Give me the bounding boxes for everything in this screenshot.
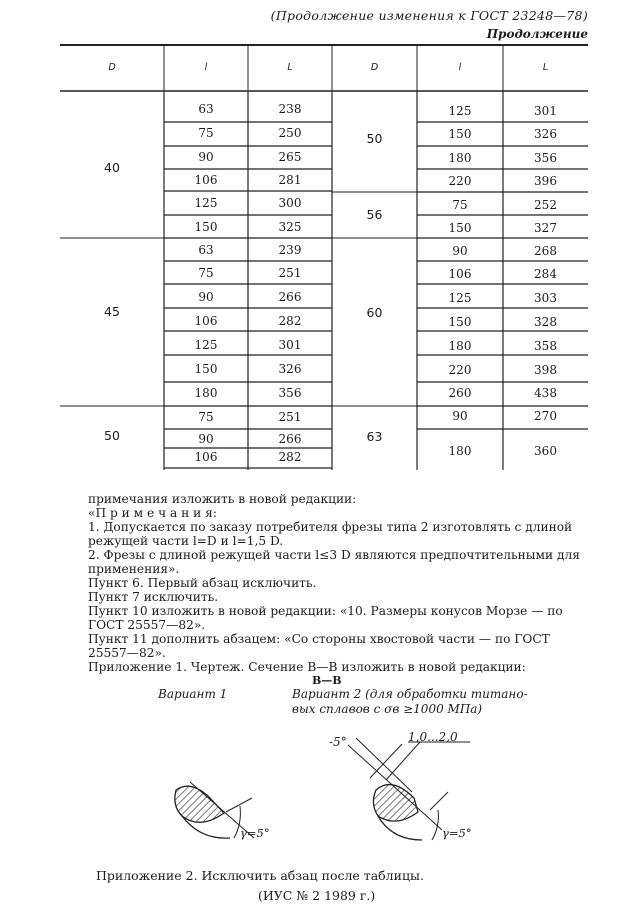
header-l-right: l xyxy=(458,62,462,73)
cell-big-l: 300 xyxy=(278,196,302,210)
dimensions-table xyxy=(60,44,588,470)
cell-l: 150 xyxy=(448,221,472,235)
cell-big-l: 250 xyxy=(278,126,302,140)
text-line: 2. Фрезы с длиной режущей части l≤3 D являются предпочтительными для xyxy=(88,548,580,562)
cell-l: 150 xyxy=(448,315,472,329)
group-d-50-right: 50 xyxy=(366,131,383,146)
cell-l: 90 xyxy=(452,409,468,423)
text-line: Пункт 7 исключить. xyxy=(88,590,219,604)
continuation-header: (Продолжение изменения к ГОСТ 23248—78) xyxy=(270,8,588,23)
cell-l: 106 xyxy=(194,314,218,328)
continued-label: Продолжение xyxy=(486,27,588,41)
text-line: Пункт 11 дополнить абзацем: «Со стороны хвостовой части — по ГОСТ xyxy=(88,632,550,646)
cell-big-l: 282 xyxy=(278,450,302,464)
cell-l: 125 xyxy=(194,196,218,210)
variant-2-section-icon xyxy=(348,738,470,840)
variant-2-label-line1: Вариант 2 (для обработки титано- xyxy=(292,687,528,701)
text-line: Пункт 10 изложить в новой редакции: «10. Размеры конусов Морзе — по xyxy=(88,604,563,618)
issue-reference: (ИУС № 2 1989 г.) xyxy=(258,888,376,903)
header-big-l-right: L xyxy=(542,62,549,73)
dimension-label: 1,0...2,0 xyxy=(408,730,458,744)
cell-l: 220 xyxy=(448,174,472,188)
cell-big-l: 301 xyxy=(278,338,302,352)
cell-l: 90 xyxy=(198,432,214,446)
cell-big-l: 396 xyxy=(534,174,557,188)
cell-l: 90 xyxy=(198,150,214,164)
cell-big-l: 360 xyxy=(534,444,557,458)
variant-2-label-line2: вых сплавов с σв ≥1000 МПа) xyxy=(292,702,483,716)
angle-label-variant-2: γ=5° xyxy=(442,826,472,840)
text-line: Пункт 6. Первый абзац исключить. xyxy=(88,576,317,590)
cell-big-l: 282 xyxy=(278,314,302,328)
cell-big-l: 284 xyxy=(534,267,557,281)
cell-l: 75 xyxy=(198,126,214,140)
cell-big-l: 398 xyxy=(534,363,557,377)
cell-l: 106 xyxy=(448,267,472,281)
cell-big-l: 328 xyxy=(534,315,557,329)
angle-label-variant-1: γ=5° xyxy=(240,826,270,840)
cell-big-l: 358 xyxy=(534,339,557,353)
cell-big-l: 356 xyxy=(534,151,557,165)
text-line: режущей части l=D и l=1,5 D. xyxy=(88,534,284,548)
cell-big-l: 251 xyxy=(278,266,302,280)
cell-l: 220 xyxy=(448,363,472,377)
cell-big-l: 327 xyxy=(534,221,557,235)
cell-l: 125 xyxy=(448,104,472,118)
cell-big-l: 438 xyxy=(534,386,557,400)
cell-l: 125 xyxy=(448,291,472,305)
cell-l: 75 xyxy=(198,410,214,424)
cell-l: 106 xyxy=(194,173,218,187)
cell-l: 125 xyxy=(194,338,218,352)
text-line: 25557—82». xyxy=(88,646,166,660)
cell-big-l: 266 xyxy=(278,290,302,304)
cell-big-l: 252 xyxy=(534,198,557,212)
cell-big-l: 268 xyxy=(534,244,557,258)
header-l-left: l xyxy=(204,62,208,73)
cell-big-l: 356 xyxy=(278,386,302,400)
cell-l: 63 xyxy=(198,102,214,116)
cell-big-l: 266 xyxy=(278,432,302,446)
cell-l: 63 xyxy=(198,243,214,257)
group-d-40: 40 xyxy=(104,160,120,175)
cell-l: 150 xyxy=(448,127,472,141)
cell-l: 260 xyxy=(448,386,472,400)
cell-l: 180 xyxy=(448,151,472,165)
cell-big-l: 270 xyxy=(534,409,557,423)
text-line: ГОСТ 25557—82». xyxy=(88,618,206,632)
group-d-63: 63 xyxy=(366,429,383,444)
cell-big-l: 251 xyxy=(278,410,302,424)
cell-big-l: 281 xyxy=(278,173,302,187)
group-d-56: 56 xyxy=(366,207,383,222)
group-d-60: 60 xyxy=(366,305,383,320)
group-d-50-left: 50 xyxy=(104,428,120,443)
cell-big-l: 326 xyxy=(278,362,302,376)
cell-l: 90 xyxy=(198,290,214,304)
text-line: «П р и м е ч а н и я: xyxy=(88,506,217,520)
cell-l: 180 xyxy=(194,386,218,400)
cell-l: 180 xyxy=(448,444,472,458)
cell-l: 106 xyxy=(194,450,218,464)
cell-l: 180 xyxy=(448,339,472,353)
cell-l: 150 xyxy=(194,362,218,376)
header-d-right: D xyxy=(370,62,379,73)
cell-big-l: 301 xyxy=(534,104,557,118)
text-line: примечания изложить в новой редакции: xyxy=(88,492,357,506)
cell-big-l: 265 xyxy=(278,150,302,164)
cell-l: 75 xyxy=(198,266,214,280)
cell-l: 75 xyxy=(452,198,468,212)
cell-big-l: 238 xyxy=(278,102,302,116)
cell-l: 150 xyxy=(194,220,218,234)
text-line: Приложение 1. Чертеж. Сечение В—В изложить в новой редакции: xyxy=(88,660,526,674)
section-mark: В—В xyxy=(312,674,342,687)
appendix-note: Приложение 2. Исключить абзац после таблицы. xyxy=(96,868,424,883)
angle-top-label: -5° xyxy=(329,735,347,749)
cell-big-l: 303 xyxy=(534,291,557,305)
cell-big-l: 239 xyxy=(278,243,302,257)
cell-big-l: 326 xyxy=(534,127,557,141)
variant-1-label: Вариант 1 xyxy=(158,687,228,701)
text-line: применения». xyxy=(88,562,180,576)
text-line: 1. Допускается по заказу потребителя фрезы типа 2 изготовлять с длиной xyxy=(88,520,573,534)
group-d-45: 45 xyxy=(104,304,120,319)
cell-l: 90 xyxy=(452,244,468,258)
header-big-l-left: L xyxy=(287,62,293,73)
cell-big-l: 325 xyxy=(278,220,302,234)
header-d-left: D xyxy=(108,62,116,73)
